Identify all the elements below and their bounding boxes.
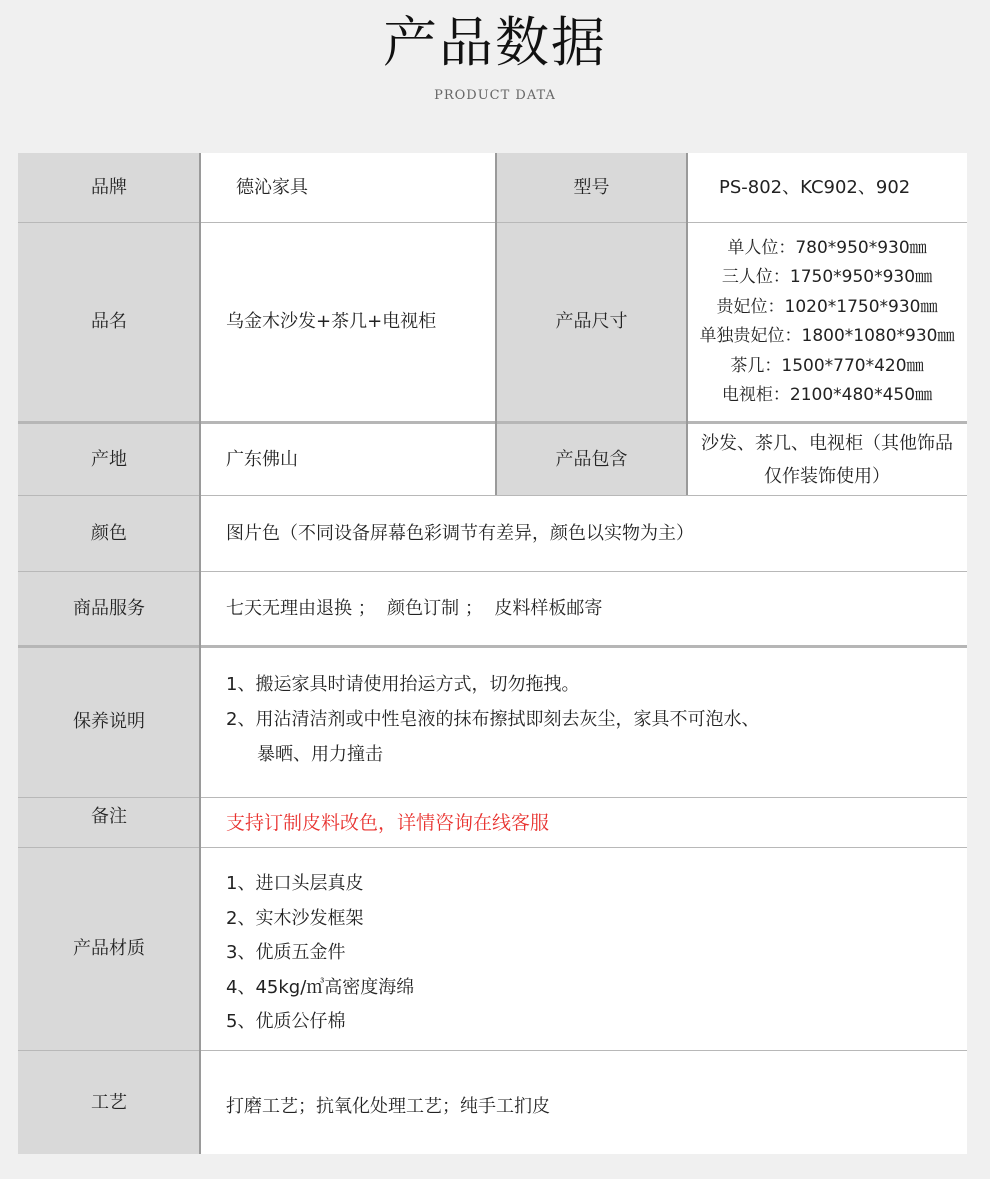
page-title: 产品数据 — [383, 11, 607, 74]
material-line: 4、45kg/㎥高密度海绵 — [226, 976, 415, 998]
includes-line: 仅作装饰使用） — [764, 465, 890, 487]
service-value: 七天无理由退换 ； 颜色订制 ； 皮料样板邮寄 — [200, 572, 967, 646]
row-divider — [18, 495, 967, 496]
material-line: 2、实木沙发框架 — [226, 907, 364, 929]
color-label: 颜色 — [18, 496, 200, 572]
row-divider — [18, 847, 967, 848]
care-line: 2、用沾清洁剂或中性皂液的抹布擦拭即刻去灰尘，家具不可泡水、 — [226, 709, 760, 730]
includes-value — [687, 424, 967, 495]
care-line: 1、搬运家具时请使用抬运方式，切勿拖拽。 — [226, 674, 580, 695]
page-subtitle: PRODUCT DATA — [434, 88, 556, 103]
product-data-table — [18, 153, 967, 1154]
origin-value: 广东佛山 — [200, 424, 496, 495]
size-item: 三人位：1750*950*930㎜ — [721, 267, 933, 287]
care-line: 暴晒、用力撞击 — [257, 744, 383, 765]
row-divider — [18, 222, 967, 223]
origin-label: 产地 — [18, 424, 200, 495]
note-label: 备注 — [18, 798, 200, 847]
model-value: PS-802、KC902、902 — [687, 153, 967, 222]
column-divider — [686, 153, 688, 495]
color-value: 图片色（不同设备屏幕色彩调节有差异，颜色以实物为主） — [200, 496, 967, 572]
material-line: 3、优质五金件 — [226, 942, 346, 963]
model-label: 型号 — [496, 153, 687, 222]
column-divider — [495, 153, 497, 495]
column-divider — [199, 153, 201, 1154]
note-value: 支持订制皮料改色，详情咨询在线客服 — [200, 798, 967, 847]
brand-value: 德沁家具 — [200, 153, 496, 222]
size-item: 电视柜：2100*480*450㎜ — [721, 385, 933, 405]
size-values — [687, 223, 967, 421]
includes-label: 产品包含 — [496, 424, 687, 495]
row-divider — [18, 797, 967, 798]
material-line: 5、优质公仔棉 — [226, 1011, 346, 1032]
size-item: 茶几：1500*770*420㎜ — [730, 355, 924, 376]
care-values — [200, 647, 967, 797]
material-label: 产品材质 — [18, 848, 200, 1050]
row-divider — [18, 645, 967, 648]
name-value: 乌金木沙发+茶几+电视柜 — [200, 223, 496, 421]
row-divider — [18, 421, 967, 424]
size-item: 单独贵妃位：1800*1080*930㎜ — [699, 326, 955, 346]
size-label: 产品尺寸 — [496, 223, 687, 421]
material-values — [200, 848, 967, 1050]
craft-value: 打磨工艺；抗氧化处理工艺；纯手工扪皮 — [200, 1051, 967, 1154]
size-item: 单人位：780*950*930㎜ — [727, 237, 927, 258]
craft-label: 工艺 — [18, 1051, 200, 1154]
name-label: 品名 — [18, 223, 200, 421]
row-divider — [18, 1050, 967, 1051]
care-label: 保养说明 — [18, 647, 200, 797]
material-line: 1、进口头层真皮 — [226, 873, 364, 894]
size-item: 贵妃位：1020*1750*930㎜ — [716, 296, 938, 317]
brand-label: 品牌 — [18, 153, 200, 222]
service-label: 商品服务 — [18, 572, 200, 646]
row-divider — [18, 571, 967, 572]
includes-line: 沙发、茶几、电视柜（其他饰品 — [701, 432, 953, 454]
